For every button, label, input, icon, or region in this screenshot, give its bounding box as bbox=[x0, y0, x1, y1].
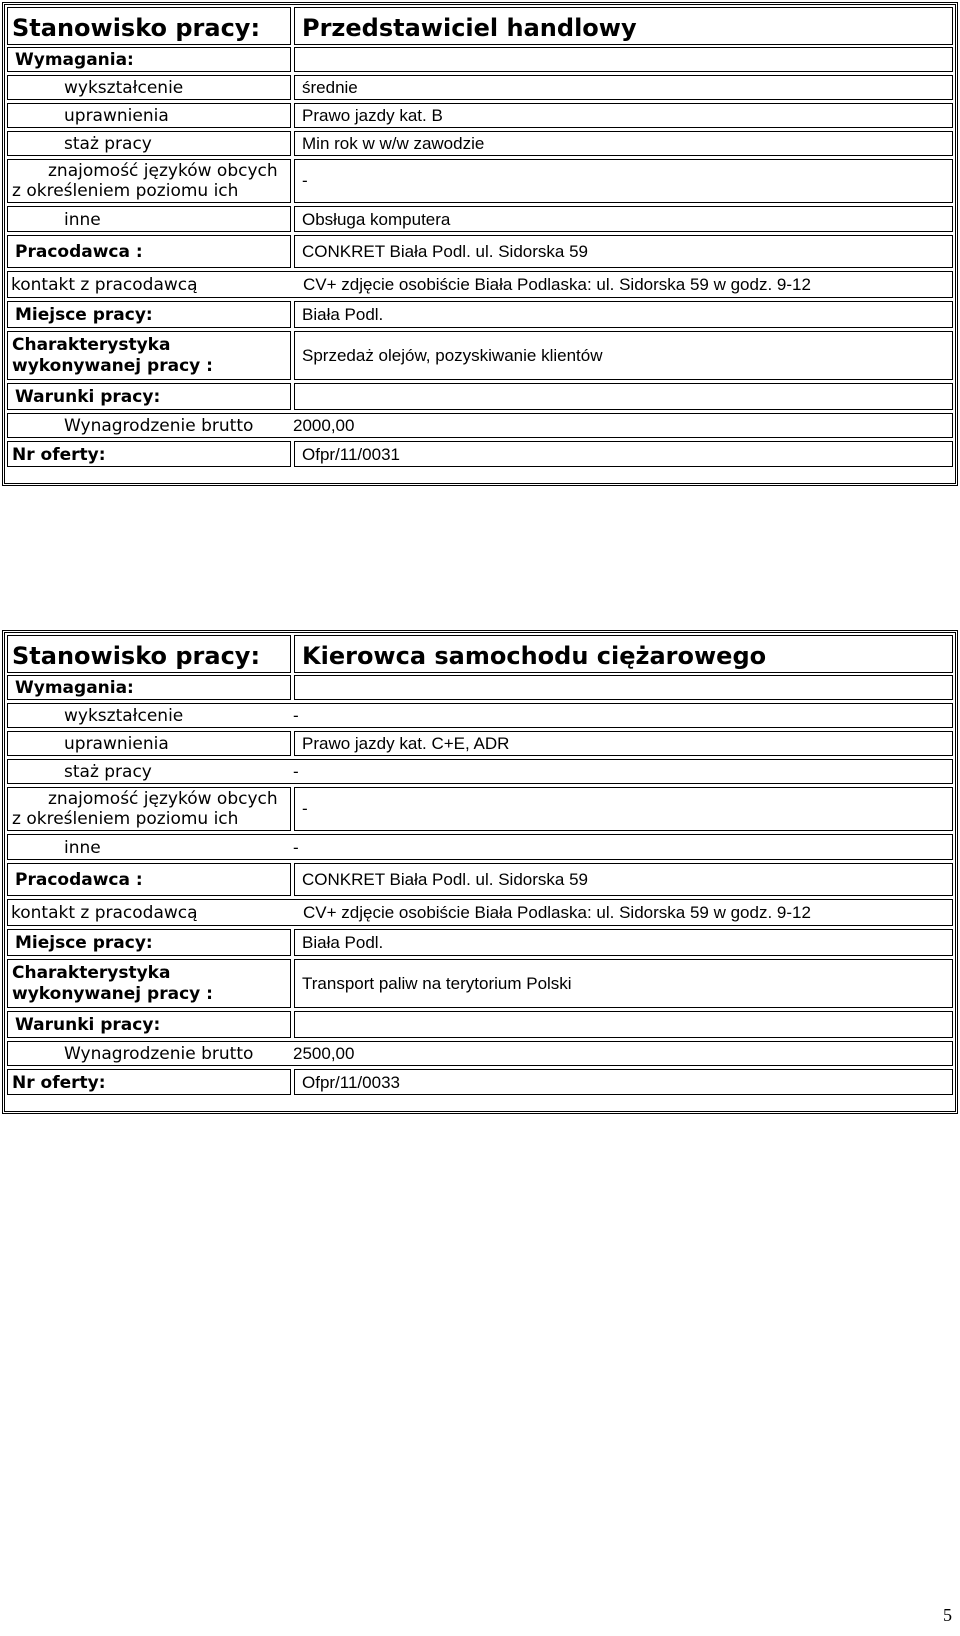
label-warunki: Warunki pracy: bbox=[15, 387, 161, 407]
row-wyksztalcenie bbox=[5, 75, 955, 100]
label-stanowisko: Stanowisko pracy: bbox=[12, 642, 261, 670]
row-warunki bbox=[5, 1011, 955, 1038]
row-inne bbox=[5, 834, 955, 860]
row-kontakt bbox=[5, 899, 955, 926]
label-wyksztalcenie: wykształcenie bbox=[64, 78, 184, 98]
label-inne: inne bbox=[64, 210, 101, 230]
label-jezyki-line1: znajomość języków obcych bbox=[48, 161, 278, 181]
value-staz: Min rok w w/w zawodzie bbox=[302, 134, 485, 153]
value-charakterystyka: Transport paliw na terytorium Polski bbox=[302, 974, 572, 993]
label-wymagania: Wymagania: bbox=[15, 678, 134, 698]
value-wynagrodzenie: 2000,00 bbox=[293, 416, 355, 435]
row-wynagrodzenie bbox=[5, 413, 955, 438]
row-wymagania bbox=[5, 47, 955, 72]
value-uprawnienia: Prawo jazdy kat. B bbox=[302, 106, 443, 125]
label-charakterystyka-line2: wykonywanej pracy : bbox=[12, 356, 213, 376]
row-stanowisko bbox=[5, 635, 955, 673]
label-charakterystyka-line1: Charakterystyka bbox=[12, 963, 171, 983]
label-uprawnienia: uprawnienia bbox=[64, 106, 169, 126]
label-jezyki-line1: znajomość języków obcych bbox=[48, 789, 278, 809]
label-charakterystyka-line1: Charakterystyka bbox=[12, 335, 171, 355]
label-charakterystyka-line2: wykonywanej pracy : bbox=[12, 984, 213, 1004]
label-miejsce: Miejsce pracy: bbox=[15, 305, 153, 325]
label-jezyki-line2: z określeniem poziomu ich bbox=[12, 809, 239, 829]
value-kontakt: CV+ zdjęcie osobiście Biała Podlaska: ul. Sidorska 59 w godz. 9-12 bbox=[303, 903, 811, 922]
row-wymagania bbox=[5, 675, 955, 700]
row-uprawnienia bbox=[5, 731, 955, 756]
label-wynagrodzenie: Wynagrodzenie brutto bbox=[64, 416, 254, 436]
label-pracodawca: Pracodawca : bbox=[15, 870, 143, 890]
label-staz: staż pracy bbox=[64, 762, 152, 782]
value-staz: - bbox=[293, 762, 299, 781]
job-title: Kierowca samochodu ciężarowego bbox=[302, 642, 767, 670]
value-wyksztalcenie: średnie bbox=[302, 78, 358, 97]
page-number: 5 bbox=[943, 1605, 952, 1625]
row-jezyki bbox=[5, 787, 955, 831]
row-charakterystyka bbox=[5, 331, 955, 380]
value-pracodawca: CONKRET Biała Podl. ul. Sidorska 59 bbox=[302, 242, 588, 261]
row-charakterystyka bbox=[5, 959, 955, 1008]
label-wyksztalcenie: wykształcenie bbox=[64, 706, 184, 726]
value-wyksztalcenie: - bbox=[293, 706, 299, 725]
label-kontakt: kontakt z pracodawcą bbox=[11, 903, 198, 923]
row-warunki bbox=[5, 383, 955, 410]
job-title: Przedstawiciel handlowy bbox=[302, 14, 637, 42]
row-staz bbox=[5, 131, 955, 156]
label-stanowisko: Stanowisko pracy: bbox=[12, 14, 261, 42]
row-miejsce bbox=[5, 301, 955, 328]
label-staz: staż pracy bbox=[64, 134, 152, 154]
label-miejsce: Miejsce pracy: bbox=[15, 933, 153, 953]
value-nr-oferty: Ofpr/11/0033 bbox=[302, 1073, 400, 1092]
label-wymagania: Wymagania: bbox=[15, 50, 134, 70]
value-inne: Obsługa komputera bbox=[302, 210, 451, 229]
row-stanowisko bbox=[5, 7, 955, 45]
label-pracodawca: Pracodawca : bbox=[15, 242, 143, 262]
label-nr-oferty: Nr oferty: bbox=[12, 445, 106, 465]
row-miejsce bbox=[5, 929, 955, 956]
row-staz bbox=[5, 759, 955, 784]
label-wynagrodzenie: Wynagrodzenie brutto bbox=[64, 1044, 254, 1064]
label-jezyki-line2: z określeniem poziomu ich bbox=[12, 181, 239, 201]
row-uprawnienia bbox=[5, 103, 955, 128]
value-kontakt: CV+ zdjęcie osobiście Biała Podlaska: ul. Sidorska 59 w godz. 9-12 bbox=[303, 275, 811, 294]
value-wynagrodzenie: 2500,00 bbox=[293, 1044, 355, 1063]
row-nr-oferty bbox=[5, 1069, 955, 1095]
value-jezyki: - bbox=[302, 799, 308, 818]
row-nr-oferty bbox=[5, 441, 955, 467]
label-warunki: Warunki pracy: bbox=[15, 1015, 161, 1035]
value-charakterystyka: Sprzedaż olejów, pozyskiwanie klientów bbox=[302, 346, 603, 365]
value-pracodawca: CONKRET Biała Podl. ul. Sidorska 59 bbox=[302, 870, 588, 889]
value-miejsce: Biała Podl. bbox=[302, 933, 384, 952]
row-wyksztalcenie bbox=[5, 703, 955, 728]
row-kontakt bbox=[5, 271, 955, 298]
row-pracodawca bbox=[5, 235, 955, 268]
job-offer-2 bbox=[2, 630, 958, 1114]
label-uprawnienia: uprawnienia bbox=[64, 734, 169, 754]
row-inne bbox=[5, 206, 955, 232]
label-nr-oferty: Nr oferty: bbox=[12, 1073, 106, 1093]
job-offer-1 bbox=[2, 2, 958, 486]
value-nr-oferty: Ofpr/11/0031 bbox=[302, 445, 400, 464]
label-inne: inne bbox=[64, 838, 101, 858]
row-wynagrodzenie bbox=[5, 1041, 955, 1066]
value-jezyki: - bbox=[302, 171, 308, 190]
value-uprawnienia: Prawo jazdy kat. C+E, ADR bbox=[302, 734, 510, 753]
value-miejsce: Biała Podl. bbox=[302, 305, 384, 324]
row-jezyki bbox=[5, 159, 955, 203]
label-kontakt: kontakt z pracodawcą bbox=[11, 275, 198, 295]
value-inne: - bbox=[293, 838, 299, 857]
row-pracodawca bbox=[5, 863, 955, 896]
